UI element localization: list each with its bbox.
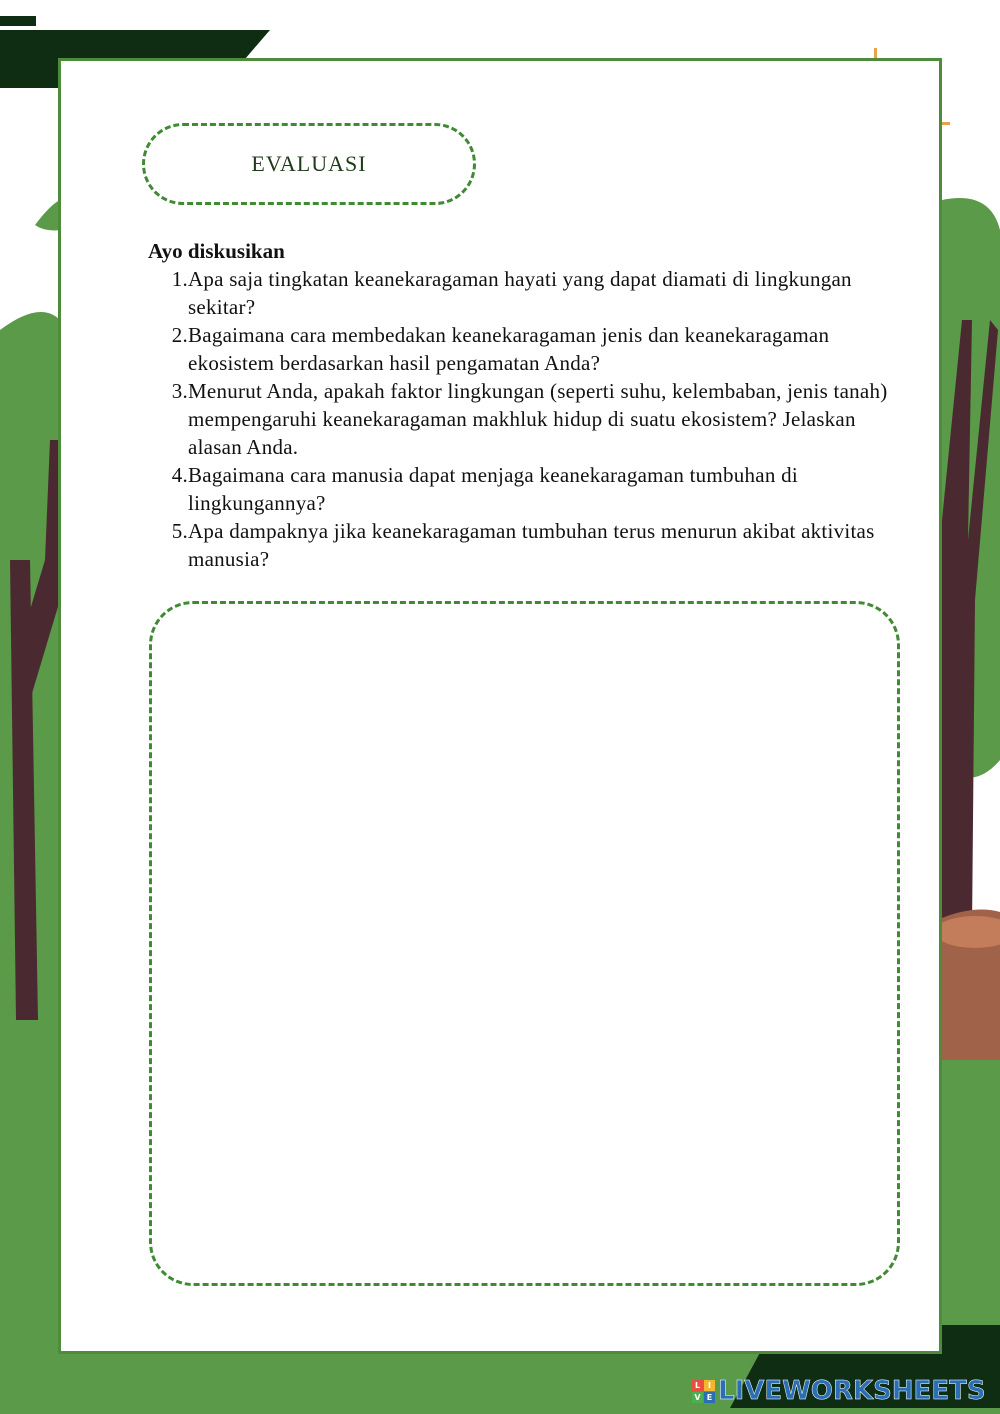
question-text: Bagaimana cara manusia dapat menjaga keanekaragaman tumbuhan di lingkungannya? bbox=[188, 463, 798, 515]
section-heading: Ayo diskusikan bbox=[148, 239, 285, 263]
title-pill bbox=[142, 123, 476, 205]
left-top-leaf bbox=[35, 200, 60, 230]
question-number: 1. bbox=[171, 267, 188, 291]
question-text: Apa saja tingkatan keanekaragaman hayati yang dapat diamati di lingkungan sekitar? bbox=[188, 267, 852, 319]
question-number: 5. bbox=[171, 519, 188, 543]
question-item bbox=[148, 265, 908, 321]
logo-letter: E bbox=[704, 1392, 715, 1403]
question-item bbox=[148, 517, 908, 573]
question-item bbox=[148, 377, 908, 461]
logo-letter: I bbox=[704, 1380, 715, 1391]
liveworksheets-logo-icon bbox=[692, 1380, 715, 1403]
question-item bbox=[148, 321, 908, 377]
question-number: 2. bbox=[171, 323, 188, 347]
question-text: Menurut Anda, apakah faktor lingkungan (seperti suhu, kelembaban, jenis tanah) mempengaruhi keanekaragaman makhluk hidup di suatu ekosistem? Jelaskan alasan Anda. bbox=[188, 379, 888, 459]
question-item bbox=[148, 461, 908, 517]
question-text: Apa dampaknya jika keanekaragaman tumbuhan terus menurun akibat aktivitas manusia? bbox=[188, 519, 875, 571]
answer-box[interactable] bbox=[149, 601, 900, 1286]
discussion-section bbox=[148, 238, 908, 573]
question-number: 4. bbox=[171, 463, 188, 487]
question-list bbox=[148, 265, 908, 573]
logo-letter: V bbox=[692, 1392, 703, 1403]
question-number: 3. bbox=[171, 379, 188, 403]
logo-letter: L bbox=[692, 1380, 703, 1391]
page-title: EVALUASI bbox=[251, 151, 367, 176]
liveworksheets-watermark bbox=[692, 1376, 986, 1406]
watermark-text: LIVEWORKSHEETS bbox=[718, 1376, 986, 1406]
top-left-tab bbox=[0, 16, 36, 26]
question-text: Bagaimana cara membedakan keanekaragaman jenis dan keanekaragaman ekosistem berdasarkan hasil pengamatan Anda? bbox=[188, 323, 830, 375]
